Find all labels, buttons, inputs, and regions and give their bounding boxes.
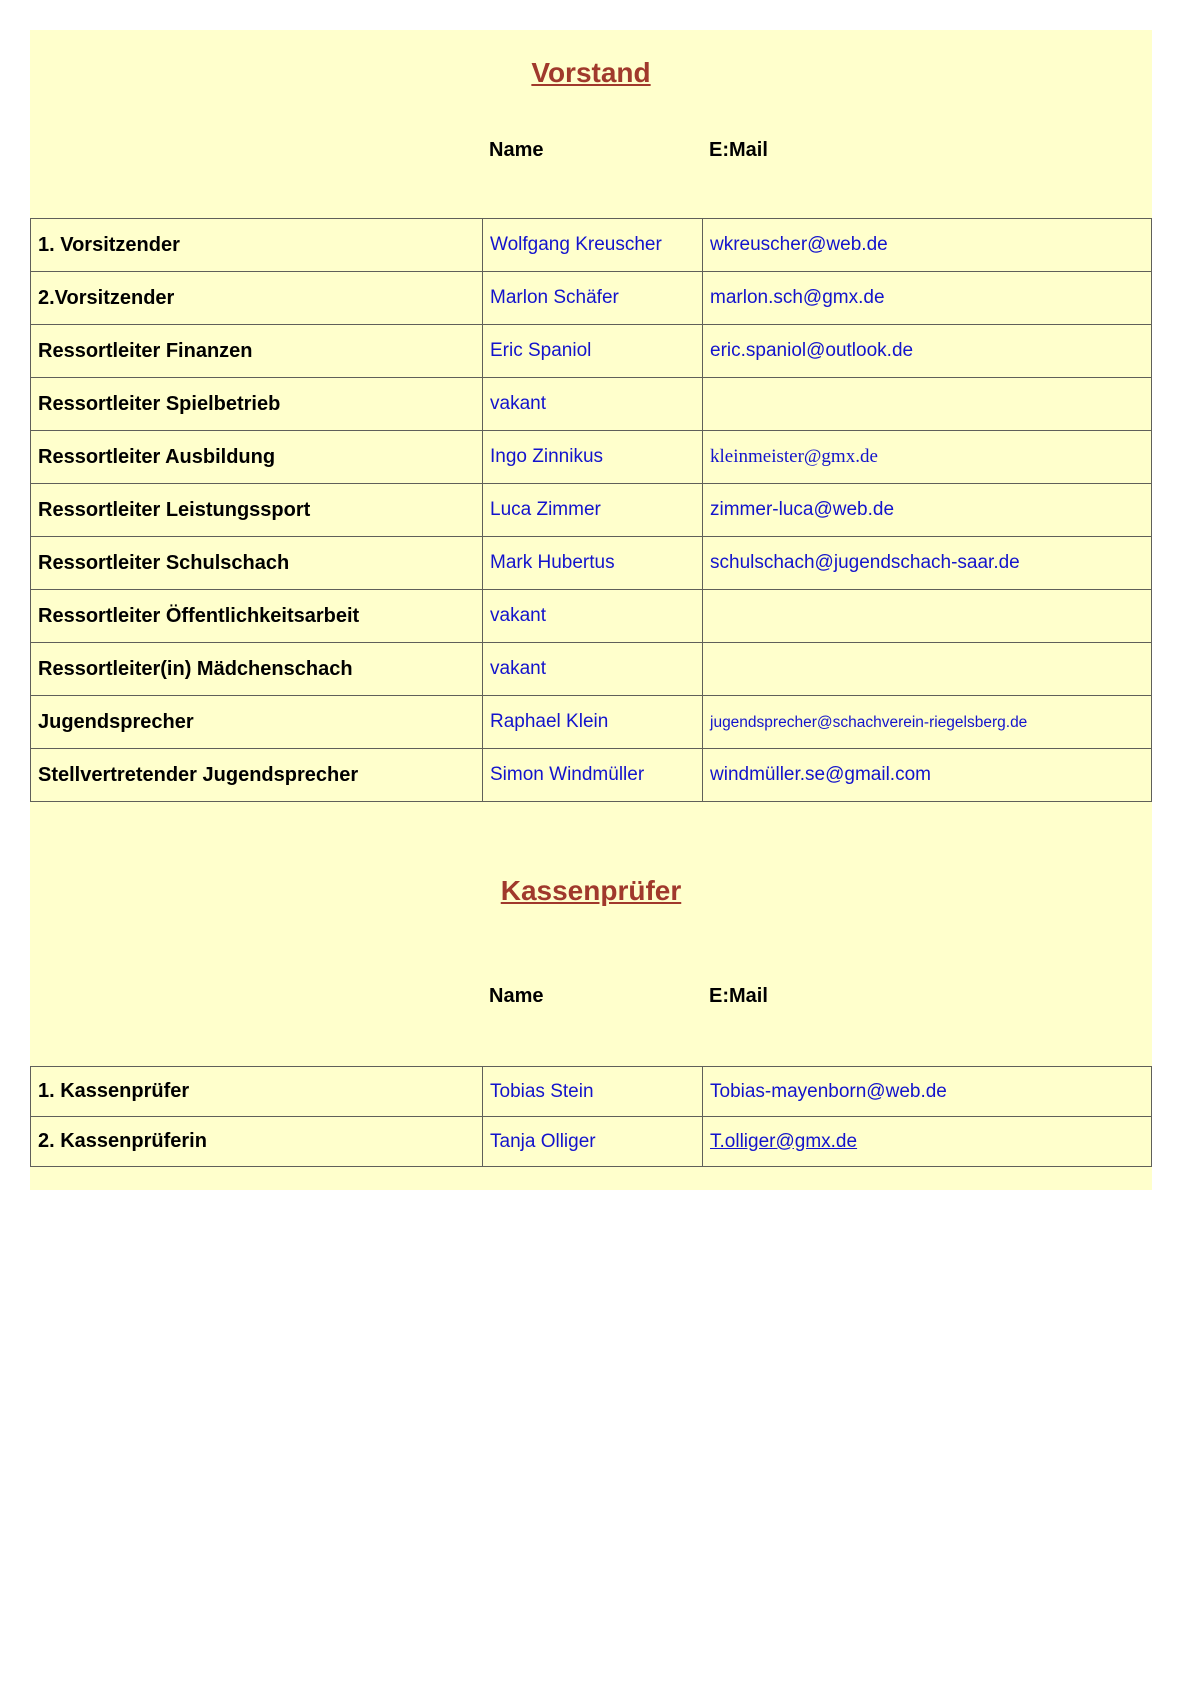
name-cell: Ingo Zinnikus	[483, 431, 703, 484]
role-cell: Ressortleiter Schulschach	[31, 537, 483, 590]
email-cell	[703, 1117, 1152, 1167]
email-cell	[703, 219, 1152, 272]
table-row	[31, 696, 1152, 749]
section-title-kassenpruefer: Kassenprüfer	[500, 875, 682, 906]
column-header-name: Name	[489, 985, 544, 1007]
table-row	[31, 325, 1152, 378]
email-link[interactable]: eric.spaniol@outlook.de	[710, 340, 914, 361]
table-row	[31, 484, 1152, 537]
table-row	[31, 590, 1152, 643]
table-row	[31, 219, 1152, 272]
email-cell	[703, 590, 1152, 643]
name-cell: vakant	[483, 590, 703, 643]
role-cell: 1. Kassenprüfer	[31, 1067, 483, 1117]
email-cell	[703, 272, 1152, 325]
table-row	[31, 643, 1152, 696]
email-link[interactable]: marlon.sch@gmx.de	[710, 287, 885, 308]
email-cell	[703, 431, 1152, 484]
name-cell: Mark Hubertus	[483, 537, 703, 590]
email-cell	[703, 484, 1152, 537]
email-link[interactable]: T.olliger@gmx.de	[710, 1130, 858, 1152]
name-cell: Raphael Klein	[483, 696, 703, 749]
table-row	[31, 378, 1152, 431]
email-link[interactable]: kleinmeister@gmx.de	[710, 446, 878, 467]
column-header-email: E:Mail	[709, 985, 768, 1007]
table-row	[31, 537, 1152, 590]
email-link[interactable]: zimmer-luca@web.de	[710, 499, 895, 520]
name-cell: Tobias Stein	[483, 1067, 703, 1117]
email-cell	[703, 325, 1152, 378]
email-cell	[703, 643, 1152, 696]
column-header-email: E:Mail	[709, 139, 768, 161]
table-row	[31, 749, 1152, 802]
role-cell: 1. Vorsitzender	[31, 219, 483, 272]
name-cell: Wolfgang Kreuscher	[483, 219, 703, 272]
kassenpruefer-table	[30, 1066, 1152, 1167]
vorstand-table	[30, 218, 1152, 802]
table-row	[31, 1067, 1152, 1117]
name-cell: Tanja Olliger	[483, 1117, 703, 1167]
role-cell: Stellvertretender Jugendsprecher	[31, 749, 483, 802]
role-cell: Jugendsprecher	[31, 696, 483, 749]
column-header-spacer	[30, 984, 482, 1008]
email-link[interactable]: schulschach@jugendschach-saar.de	[710, 552, 1020, 573]
email-link[interactable]: Tobias-mayenborn@web.de	[710, 1080, 947, 1102]
table-row	[31, 1117, 1152, 1167]
email-cell	[703, 1067, 1152, 1117]
role-cell: Ressortleiter Öffentlichkeitsarbeit	[31, 590, 483, 643]
column-headers-kassenpruefer	[30, 984, 1152, 1008]
column-header-name: Name	[489, 139, 544, 161]
email-link[interactable]: wkreuscher@web.de	[710, 234, 888, 255]
email-link[interactable]: jugendsprecher@schachverein-riegelsberg.de	[710, 714, 1028, 731]
name-cell: vakant	[483, 378, 703, 431]
role-cell: Ressortleiter Ausbildung	[31, 431, 483, 484]
column-headers-vorstand	[30, 138, 1152, 162]
content-area	[30, 30, 1152, 1190]
table-row	[31, 431, 1152, 484]
role-cell: Ressortleiter Finanzen	[31, 325, 483, 378]
role-cell: Ressortleiter Leistungssport	[31, 484, 483, 537]
role-cell: 2. Kassenprüferin	[31, 1117, 483, 1167]
name-cell: vakant	[483, 643, 703, 696]
section-title-vorstand: Vorstand	[531, 57, 651, 88]
role-cell: Ressortleiter Spielbetrieb	[31, 378, 483, 431]
name-cell: Simon Windmüller	[483, 749, 703, 802]
email-link[interactable]: windmüller.se@gmail.com	[710, 764, 931, 785]
email-cell	[703, 696, 1152, 749]
role-cell: 2.Vorsitzender	[31, 272, 483, 325]
name-cell: Marlon Schäfer	[483, 272, 703, 325]
name-cell: Luca Zimmer	[483, 484, 703, 537]
table-row	[31, 272, 1152, 325]
column-header-spacer	[30, 138, 482, 162]
email-cell	[703, 378, 1152, 431]
email-cell	[703, 749, 1152, 802]
name-cell: Eric Spaniol	[483, 325, 703, 378]
email-cell	[703, 537, 1152, 590]
role-cell: Ressortleiter(in) Mädchenschach	[31, 643, 483, 696]
